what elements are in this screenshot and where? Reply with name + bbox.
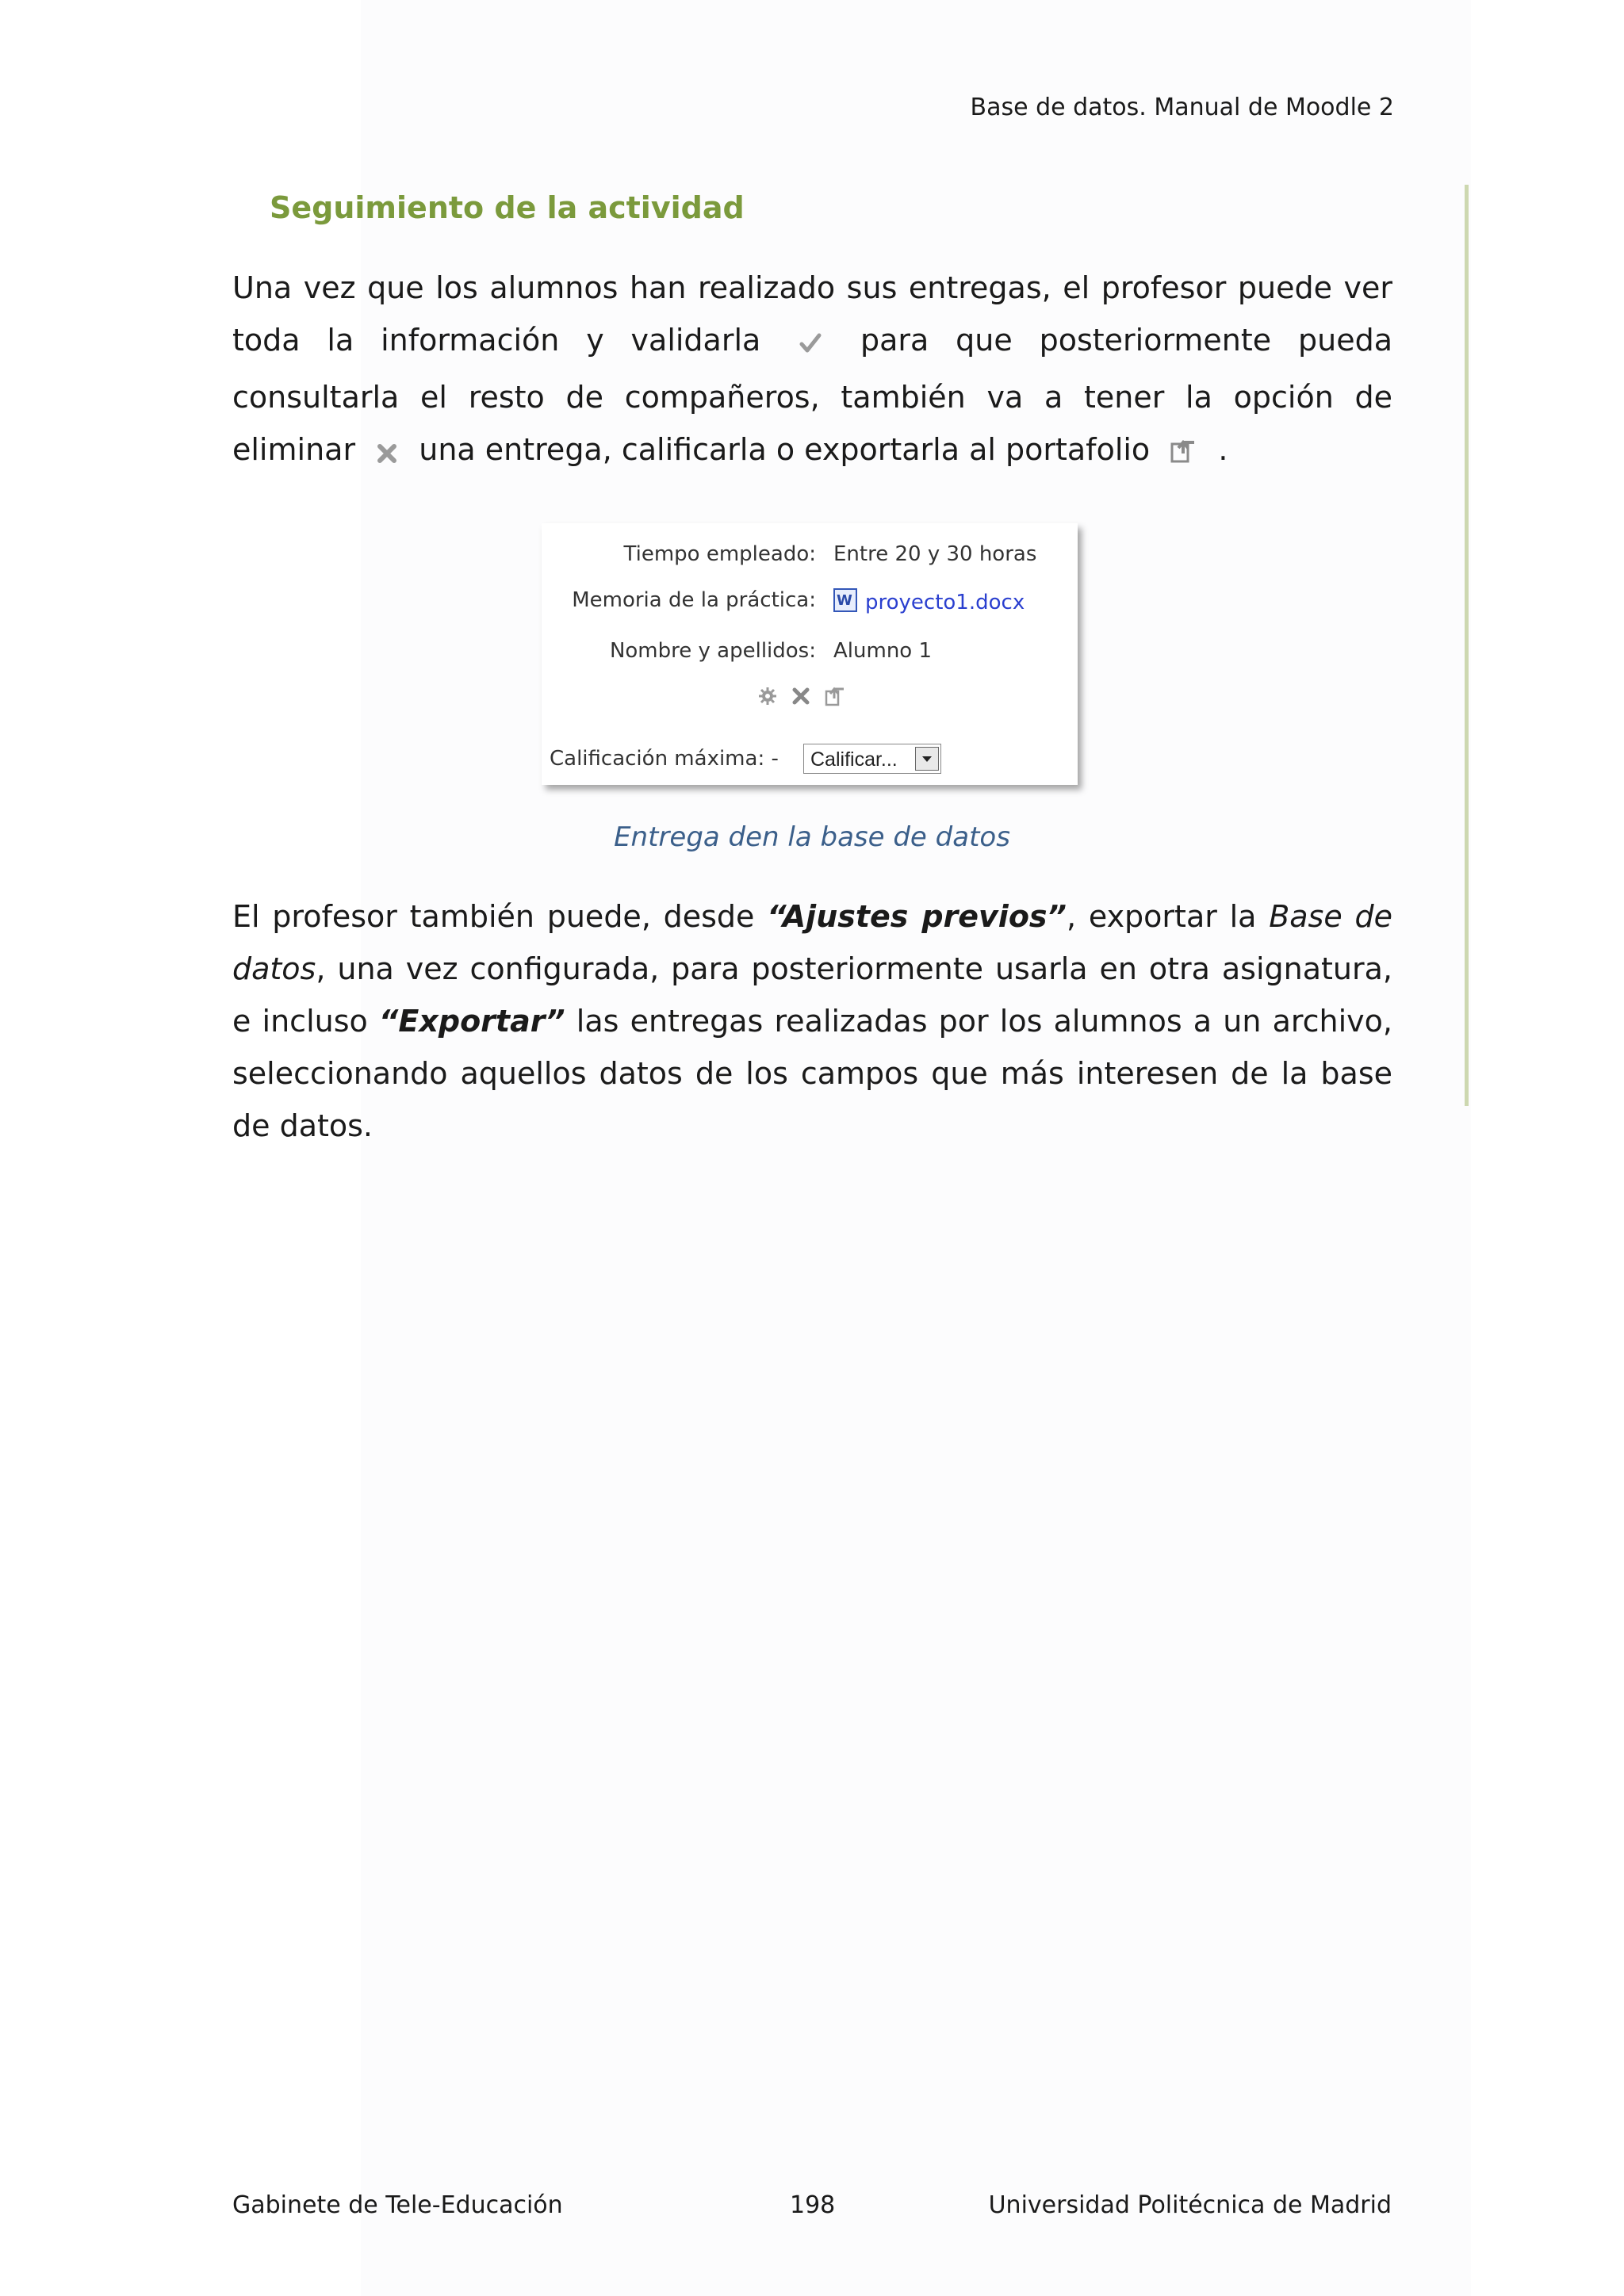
margin-rule [1465, 185, 1469, 1106]
entry-label-name: Nombre y apellidos: [609, 639, 816, 663]
chevron-down-icon[interactable] [915, 747, 939, 771]
entry-row-name [542, 639, 1078, 671]
gear-icon[interactable] [757, 686, 778, 712]
figure-caption: Entrega den la base de datos [614, 821, 1010, 853]
footer-right: Universidad Politécnica de Madrid [988, 2191, 1392, 2219]
export-portfolio-icon [1170, 428, 1197, 480]
paragraph-2-text-c: , una vez configurada, para posteriormente usarla en otra asignatura, e incluso [232, 951, 1392, 1039]
entry-value-name: Alumno 1 [833, 639, 933, 663]
paragraph-1-text-d: . [1218, 432, 1228, 467]
entry-label-time: Tiempo empleado: [623, 542, 816, 566]
grade-select-value: Calificar... [810, 748, 898, 771]
paragraph-2-text-a: El profesor también puede, desde [232, 899, 768, 934]
grade-select[interactable] [803, 744, 941, 774]
entry-actions [757, 686, 852, 710]
paragraph-2-text-b: , exportar la [1067, 899, 1270, 934]
entry-value-time: Entre 20 y 30 horas [833, 542, 1037, 566]
grade-row [550, 744, 1073, 775]
check-icon [799, 319, 822, 371]
paragraph-1-text-c: una entrega, calificarla o exportarla al portafolio [419, 432, 1151, 467]
entry-row-memory [542, 588, 1078, 620]
paragraph-2 [232, 890, 1392, 1152]
entry-value-memory [833, 588, 1025, 614]
close-icon[interactable] [791, 686, 811, 712]
paragraph-1-text-a: Una vez que los alumnos han realizado sus entregas, el profesor puede ver toda la información y validarla [232, 270, 1392, 358]
word-document-icon [833, 588, 857, 612]
entry-screenshot [542, 523, 1078, 785]
page-number: 198 [790, 2191, 836, 2219]
paragraph-2-bold-settings: “Ajustes previos” [767, 899, 1067, 934]
export-icon[interactable] [825, 686, 845, 712]
paragraph-2-text-d: las entregas realizadas por los alumnos a un archivo, seleccionando aquellos datos de los campos que más interesen de la base de datos. [232, 1004, 1392, 1143]
file-link[interactable]: proyecto1.docx [865, 591, 1025, 614]
entry-label-memory: Memoria de la práctica: [572, 588, 816, 612]
delete-icon [376, 428, 398, 480]
section-title: Seguimiento de la actividad [270, 190, 745, 225]
paragraph-2-italic-database: Base de datos [232, 899, 1392, 986]
paragraph-1-text-b: para que posteriormente pueda consultarla el resto de compañeros, también va a tener la opción de eliminar [232, 323, 1392, 467]
paragraph-1 [232, 262, 1392, 480]
footer-left: Gabinete de Tele-Educación [232, 2191, 563, 2219]
page-header: Base de datos. Manual de Moodle 2 [970, 94, 1394, 121]
grade-label: Calificación máxima: - [550, 747, 779, 771]
svg-text:W: W [837, 592, 852, 609]
entry-row-time [542, 542, 1078, 574]
paragraph-2-bold-export: “Exportar” [378, 1004, 565, 1039]
